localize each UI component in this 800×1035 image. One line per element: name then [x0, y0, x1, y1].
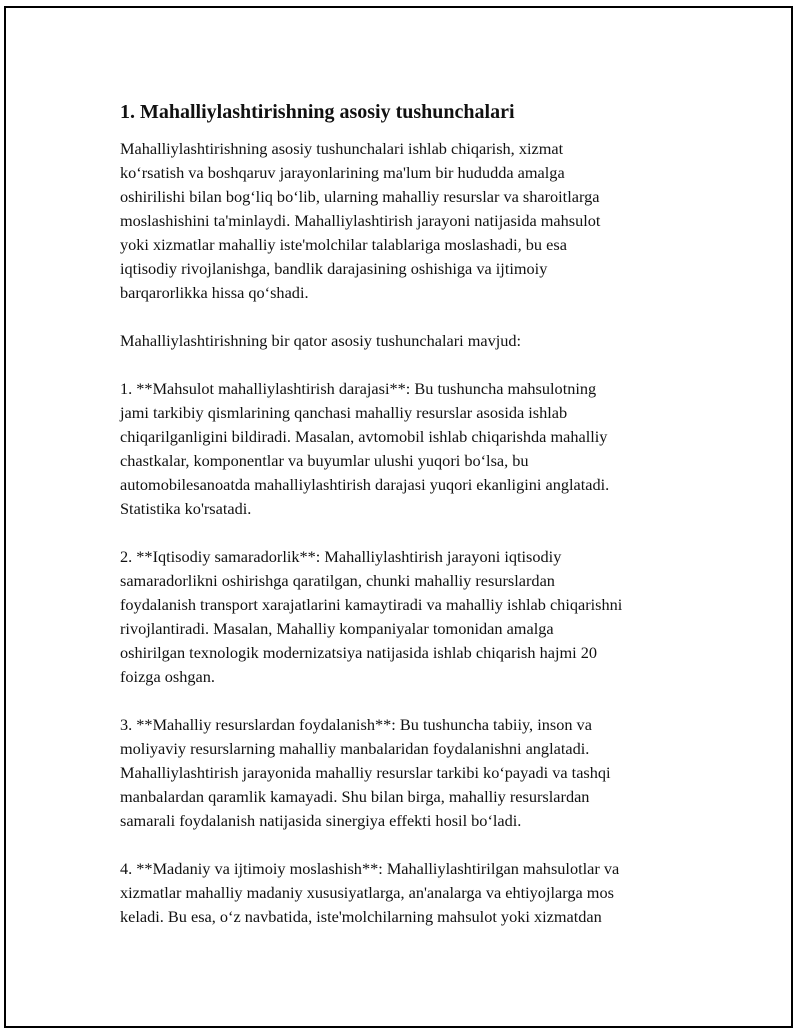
text-line: oshirilishi bilan bog‘liq bo‘lib, ularning mahalliy resurslar va sharoitlarga: [120, 187, 600, 206]
text-line: 1. **Mahsulot mahalliylashtirish darajasi**: Bu tushuncha mahsulotning: [120, 379, 597, 398]
text-line: samaradorlikni oshirishga qaratilgan, chunki mahalliy resurslardan: [120, 571, 555, 590]
text-line: chastkalar, komponentlar va buyumlar ulushi yuqori bo‘lsa, bu: [120, 451, 529, 470]
text-line: Mahalliylashtirishning bir qator asosiy tushunchalari mavjud:: [120, 331, 522, 350]
paragraph-item-4: [120, 857, 700, 929]
text-line: barqarorlikka hissa qo‘shadi.: [120, 283, 309, 302]
text-line: manbalardan qaramlik kamayadi. Shu bilan birga, mahalliy resurslardan: [120, 787, 590, 806]
text-line: iqtisodiy rivojlanishga, bandlik darajasining oshishiga va ijtimoiy: [120, 259, 548, 278]
text-line: keladi. Bu esa, o‘z navbatida, iste'molchilarning mahsulot yoki xizmatdan: [120, 907, 602, 926]
text-line: foizga oshgan.: [120, 667, 215, 686]
text-line: automobilesanoatda mahalliylashtirish darajasi yuqori ekanligini anglatadi.: [120, 475, 610, 494]
section-heading: 1. Mahalliylashtirishning asosiy tushunchalari: [120, 101, 515, 123]
text-line: Mahalliylashtirishning asosiy tushunchalari ishlab chiqarish, xizmat: [120, 139, 564, 158]
text-line: moslashishini ta'minlaydi. Mahalliylashtirish jarayoni natijasida mahsulot: [120, 211, 601, 230]
text-line: 4. **Madaniy va ijtimoiy moslashish**: Mahalliylashtirilgan mahsulotlar va: [120, 859, 620, 878]
text-line: 2. **Iqtisodiy samaradorlik**: Mahalliylashtirish jarayoni iqtisodiy: [120, 547, 562, 566]
text-line: foydalanish transport xarajatlarini kamaytiradi va mahalliy ishlab chiqarishni: [120, 595, 623, 614]
text-line: Statistika ko'rsatadi.: [120, 499, 252, 518]
paragraph-list-intro: [120, 329, 700, 353]
text-line: samarali foydalanish natijasida sinergiya effekti hosil bo‘ladi.: [120, 811, 522, 830]
text-line: xizmatlar mahalliy madaniy xususiyatlarga, an'analarga va ehtiyojlarga mos: [120, 883, 614, 902]
text-line: rivojlantiradi. Masalan, Mahalliy kompaniyalar tomonidan amalga: [120, 619, 554, 638]
text-line: Mahalliylashtirish jarayonida mahalliy resurslar tarkibi ko‘payadi va tashqi: [120, 763, 611, 782]
text-line: moliyaviy resurslarning mahalliy manbalaridan foydalanishni anglatadi.: [120, 739, 590, 758]
text-line: yoki xizmatlar mahalliy iste'molchilar talablariga moslashadi, bu esa: [120, 235, 567, 254]
paragraph-item-2: [120, 545, 700, 689]
text-line: jami tarkibiy qismlarining qanchasi mahalliy resurslar asosida ishlab: [120, 403, 568, 422]
paragraph-item-3: [120, 713, 700, 833]
text-line: 3. **Mahalliy resurslardan foydalanish**: Bu tushuncha tabiiy, inson va: [120, 715, 592, 734]
document-page: [4, 6, 793, 1028]
text-line: ko‘rsatish va boshqaruv jarayonlarining ma'lum bir hududda amalga: [120, 163, 565, 182]
text-line: oshirilgan texnologik modernizatsiya natijasida ishlab chiqarish hajmi 20: [120, 643, 598, 662]
paragraph-item-1: [120, 377, 700, 521]
text-line: chiqarilganligini bildiradi. Masalan, avtomobil ishlab chiqarishda mahalliy: [120, 427, 608, 446]
document-content: [120, 98, 700, 953]
paragraph-intro: [120, 137, 700, 305]
